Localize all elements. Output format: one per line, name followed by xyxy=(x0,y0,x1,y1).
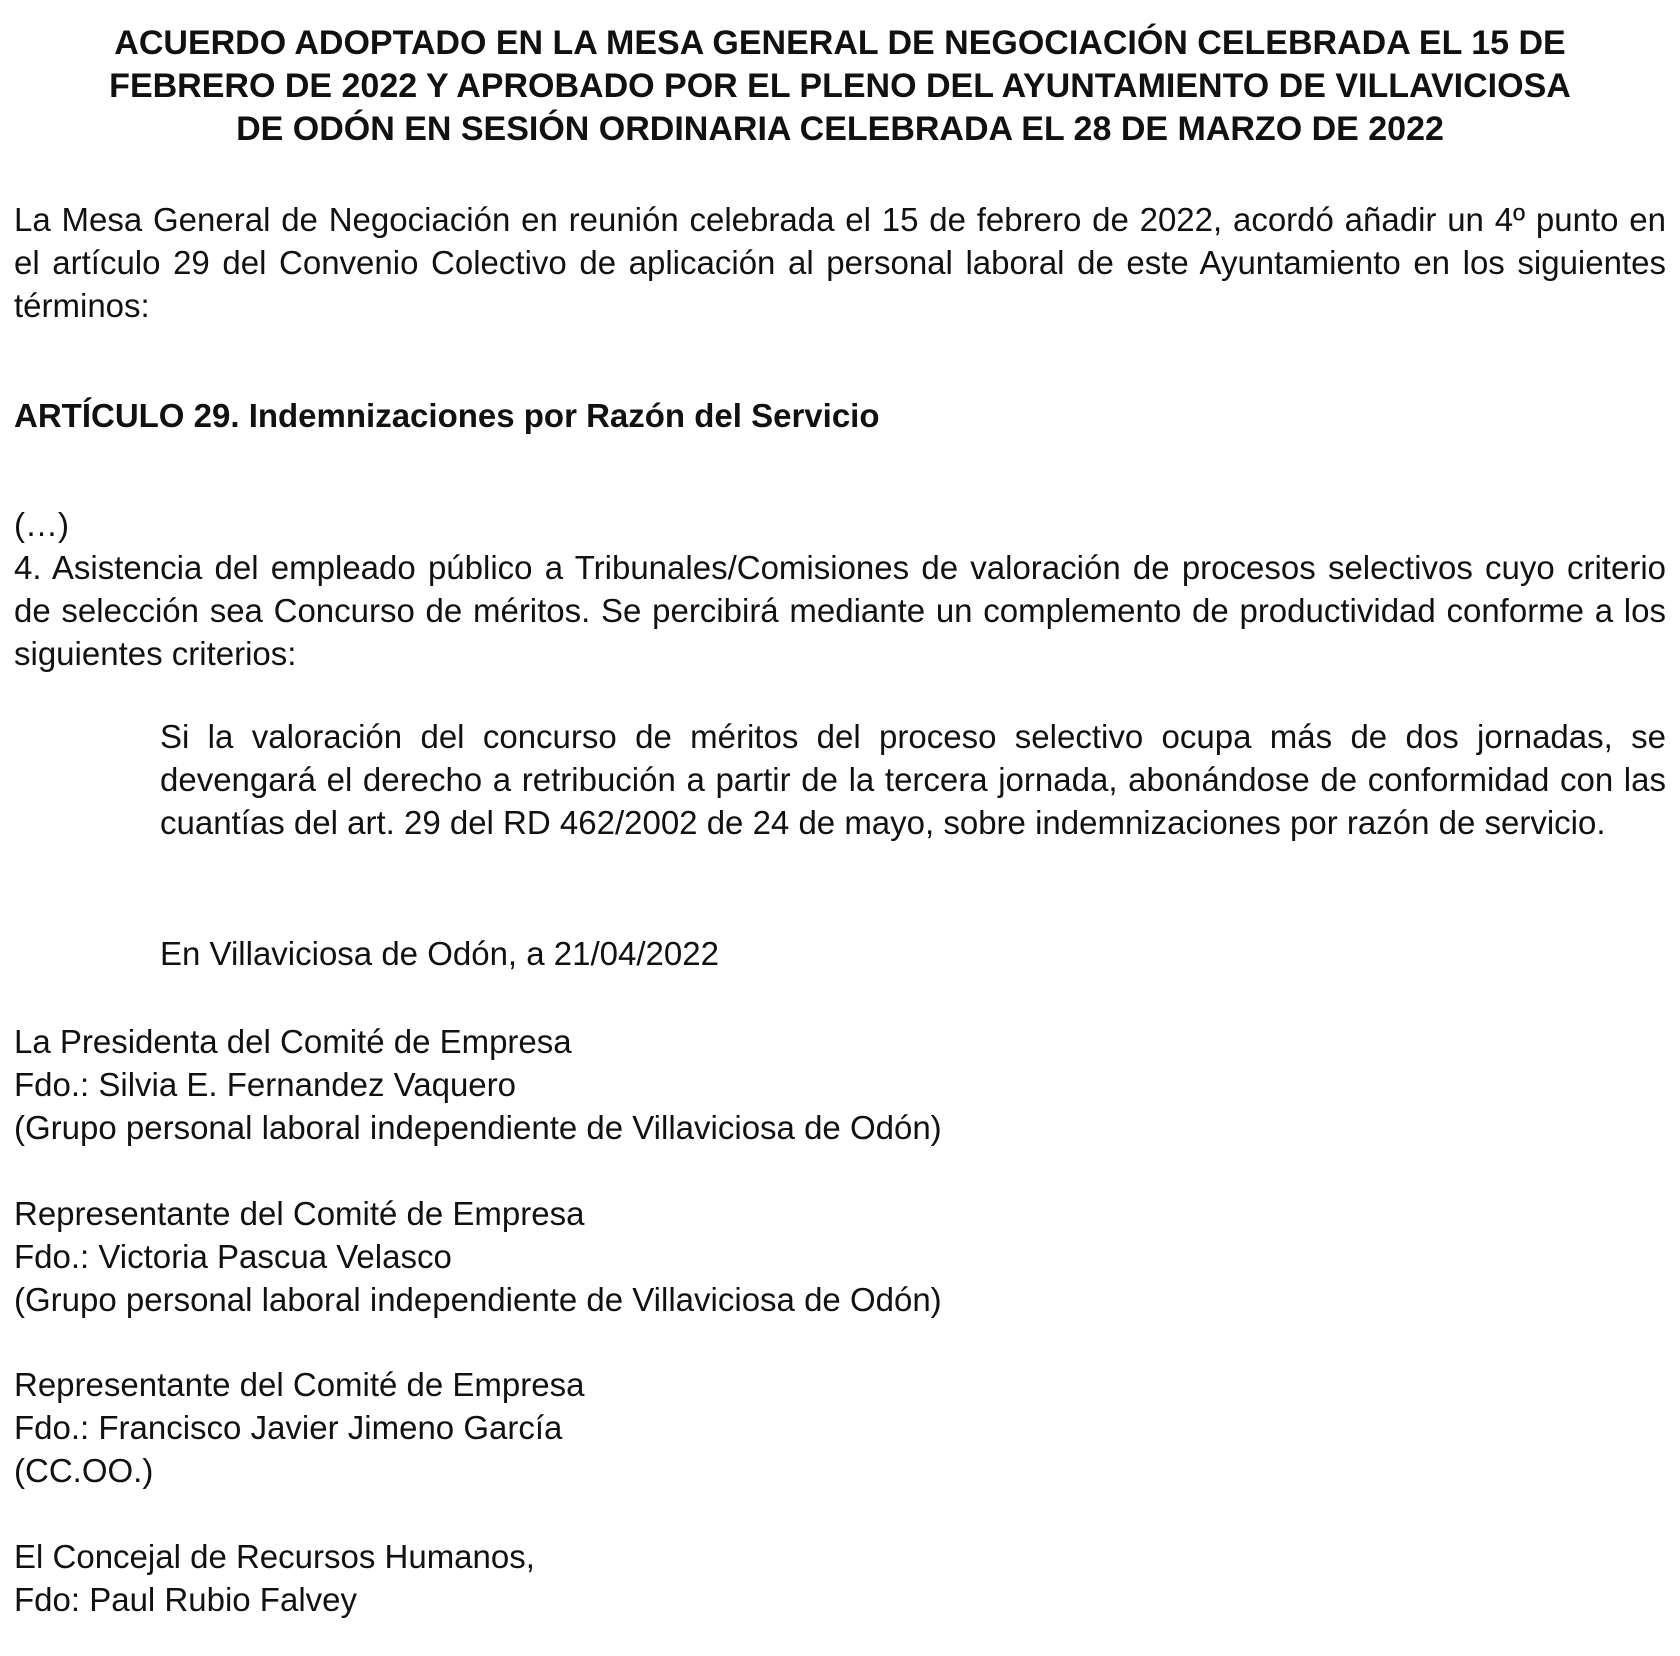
signature-block xyxy=(14,1363,584,1492)
document-title xyxy=(14,22,1666,151)
point-4-paragraph: 4. Asistencia del empleado público a Tribunales/Comisiones de valoración de procesos selectivos cuyo criterio de selección sea Concurso de méritos. Se percibirá mediante un complemento de productividad conforme a los siguientes criterios: xyxy=(14,549,1666,672)
signatory-name: Fdo.: Silvia E. Fernandez Vaquero xyxy=(14,1066,516,1103)
title-line: ACUERDO ADOPTADO EN LA MESA GENERAL DE NEGOCIACIÓN CELEBRADA EL 15 DE xyxy=(114,24,1566,62)
signatory-group: (Grupo personal laboral independiente de Villaviciosa de Odón) xyxy=(14,1281,942,1318)
place-date: En Villaviciosa de Odón, a 21/04/2022 xyxy=(160,935,719,972)
signature-block xyxy=(14,1020,942,1149)
title-line: FEBRERO DE 2022 Y APROBADO POR EL PLENO DEL AYUNTAMIENTO DE VILLAVICIOSA xyxy=(109,67,1571,105)
signatory-group: (Grupo personal laboral independiente de Villaviciosa de Odón) xyxy=(14,1109,942,1146)
omission-marker: (…) xyxy=(14,506,69,543)
signature-block xyxy=(14,1535,535,1621)
signatory-name: Fdo.: Francisco Javier Jimeno García xyxy=(14,1409,563,1446)
title-line: DE ODÓN EN SESIÓN ORDINARIA CELEBRADA EL 28 DE MARZO DE 2022 xyxy=(236,110,1444,148)
signatory-role: Representante del Comité de Empresa xyxy=(14,1366,585,1403)
signatory-name: Fdo: Paul Rubio Falvey xyxy=(14,1581,358,1618)
signatory-name: Fdo.: Victoria Pascua Velasco xyxy=(14,1238,452,1275)
signatory-role: Representante del Comité de Empresa xyxy=(14,1195,585,1232)
signatory-role: El Concejal de Recursos Humanos, xyxy=(14,1538,535,1575)
criteria-paragraph: Si la valoración del concurso de méritos del proceso selectivo ocupa más de dos jornadas, se devengará el derecho a retribución a partir de la tercera jornada, abonándose de conformidad con las cuantías del art. 29 del RD 462/2002 de 24 de mayo, sobre indemnizaciones por razón de servicio. xyxy=(160,718,1666,841)
signatory-group: (CC.OO.) xyxy=(14,1452,154,1489)
signature-block xyxy=(14,1192,942,1321)
intro-paragraph: La Mesa General de Negociación en reunión celebrada el 15 de febrero de 2022, acordó añadir un 4º punto en el artículo 29 del Convenio Colectivo de aplicación al personal laboral de este Ayuntamiento en los siguientes términos: xyxy=(14,201,1666,324)
article-heading: ARTÍCULO 29. Indemnizaciones por Razón del Servicio xyxy=(14,397,880,434)
signatory-role: La Presidenta del Comité de Empresa xyxy=(14,1023,572,1060)
